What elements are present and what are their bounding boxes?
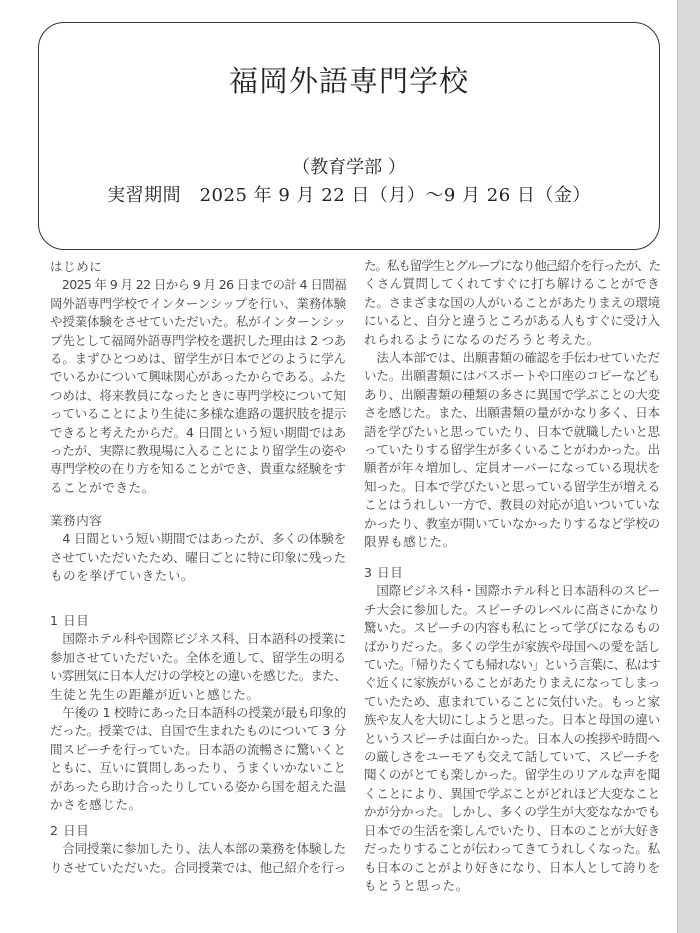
text-line: 4 日間という短い期間ではあったが、多くの体験を [50, 531, 346, 547]
text-line: ばかりだった。多くの学生が家族や母国への愛を話し [364, 638, 660, 654]
text-line: さを感じた。また、出願書類の量がかなり多く、日本 [364, 405, 660, 421]
text-line: でいるかについて興味関心があったからである。ふた [50, 369, 346, 385]
text-line: 国際ホテル科や国際ビジネス科、日本語科の授業に [50, 631, 346, 647]
text-line: にいると、自分と違うところがある人もすぐに受け入 [364, 313, 660, 329]
section-heading: はじめに [50, 259, 103, 274]
page-edge [677, 0, 700, 933]
text-line: れられるようになるのだろうと考えた。 [364, 331, 600, 347]
section [364, 564, 660, 895]
text-line: 語を学びたいと思っていたり、日本で就職したいと思 [364, 423, 660, 439]
text-line: 間スピーチを行っていた。日本語の流暢さに驚いくと [50, 741, 346, 757]
text-line: があったら助け合ったりしている姿から国を超えた温 [50, 778, 346, 794]
section [364, 257, 660, 552]
text-line: あり、出願書類の種類の多さに異国で学ぶことの大変 [364, 386, 660, 402]
section [50, 512, 346, 586]
text-line: だった。授業では、自国で生まれたものについて 3 分 [50, 723, 346, 739]
text-line: かさを感じた。 [50, 797, 142, 813]
text-line: くことにより、異国で学ぶことがどれほど大変なこと [364, 785, 660, 801]
text-line: ともに、互いに質問しあったり、うまくいかないこと [50, 760, 346, 776]
text-line: 国際ビジネス科・国際ホテル科と日本語科のスピー [364, 583, 660, 599]
header-box [38, 22, 660, 250]
text-line: の厳しさをユーモアも交えて話していて、スピーチを [364, 749, 660, 765]
section-heading: 3 日目 [364, 565, 404, 580]
text-line: というスピーチは面白かった。日本人の挨拶や時間へ [364, 730, 660, 746]
text-line: ことはうれしい一方で、教員の対応が追いついていな [364, 497, 660, 513]
text-line: 岡外語専門学校でインターンシップを行い、業務体験 [50, 295, 346, 311]
text-line: も日本のことがより好きになり、日本人として誇りを [364, 859, 660, 875]
text-line: つめは、将来教員になったときに専門学校について知 [50, 387, 346, 403]
text-line: る。まずひとつめは、留学生が日本でどのように学ん [50, 351, 346, 367]
text-line: 合同授業に参加したり、法人本部の業務を体験した [50, 841, 346, 857]
text-line: た。さまざまな国の人がいることがあたりまえの環境 [364, 294, 660, 310]
internship-period: 実習期間 2025 年 9 月 22 日（月）〜9 月 26 日（金） [107, 185, 591, 206]
text-line: させていただいたため、曜日ごとに特に印象に残った [50, 549, 346, 565]
text-line: 生徒と先生の距離が近いと感じた。 [50, 686, 260, 702]
text-line: っていることにより生徒に多様な進路の選択肢を提示 [50, 406, 346, 422]
text-line: かが分かった。しかし、多くの学生が大変ななかでも [364, 804, 660, 820]
text-line: た。私も留学生とグループになり他己紹介を行ったが、た [364, 258, 660, 273]
text-line: だったりすることが伝わってきてうれしくなった。私 [364, 841, 660, 857]
text-line: できると考えたからだ。4 日間という短い期間ではあ [50, 424, 346, 440]
text-line: 参加させていただいた。全体を通して、留学生の明る [50, 649, 346, 665]
document-title: 福岡外語専門学校 [228, 64, 469, 98]
section [50, 822, 346, 877]
text-line: い雰囲気に日本人だけの学校との違いを感じた。また、 [50, 668, 346, 684]
text-line: ていたため、恵まれていることに気付いた。もっと家 [364, 693, 660, 709]
text-line: 専門学校の在り方を知ることができ、貴重な経験をす [50, 461, 346, 477]
text-line: や授業体験をさせていただいた。私がインターンシッ [50, 314, 346, 330]
text-line: くさん質問してくれてすぐに打ち解けることができ [364, 276, 660, 292]
text-line: 願者が年々増加し、定員オーバーになっている現状を [364, 460, 660, 476]
text-line: っていたりする留学生が多くいることがわかった。出 [364, 442, 660, 458]
text-line: りさせていただいた。合同授業では、他己紹介を行っ [50, 859, 346, 875]
text-line: ぐ近くに家族がいることがあたりまえになってしまっ [364, 675, 660, 691]
text-line: ものを挙げていきたい。 [50, 568, 195, 584]
section-heading: 業務内容 [50, 513, 103, 528]
text-line: ていた。「帰りたくても帰れない」という言葉に、私はす [364, 657, 660, 673]
section-heading: 2 日目 [50, 823, 90, 838]
text-line: チ大会に参加した。スピーチのレベルに高さにかなり [364, 601, 660, 617]
department: （教育学部 ） [292, 157, 406, 178]
text-line: 知った。日本で学びたいと思っている留学生が増える [364, 478, 660, 494]
text-line: 午後の 1 校時にあった日本語科の授業が最も印象的 [50, 705, 346, 721]
text-line: かったり、教室が開いていなかったりするなど学校の [364, 515, 660, 531]
text-line: ることができた。 [50, 479, 155, 495]
text-line: 聞くのがとても楽しかった。留学生のリアルな声を聞 [364, 767, 660, 783]
text-line: もとうと思った。 [364, 877, 469, 893]
text-line: 族や友人を大切にしようと思った。日本と母国の違い [364, 712, 660, 728]
text-line: 驚いた。スピーチの内容も私にとって学びになるもの [364, 620, 660, 636]
text-line: いた。出願書類にはパスポートや口座のコピーなども [364, 368, 660, 384]
text-line: 2025 年 9 月 22 日から 9 月 26 日までの計 4 日間福 [50, 277, 346, 293]
section [50, 258, 346, 497]
text-line: 限界も感じた。 [364, 534, 456, 550]
text-line: 日本での生活を楽しんでいたり、日本のことが大好き [364, 822, 660, 838]
text-line: プ先として福岡外語専門学校を選択した理由は 2 つあ [50, 332, 346, 348]
text-line: 法人本部では、出願書類の確認を手伝わせていただ [364, 350, 660, 366]
section [50, 612, 346, 814]
text-line: ったが、実際に教現場に入ることにより留学生の姿や [50, 443, 346, 459]
section-heading: 1 日目 [50, 613, 90, 628]
